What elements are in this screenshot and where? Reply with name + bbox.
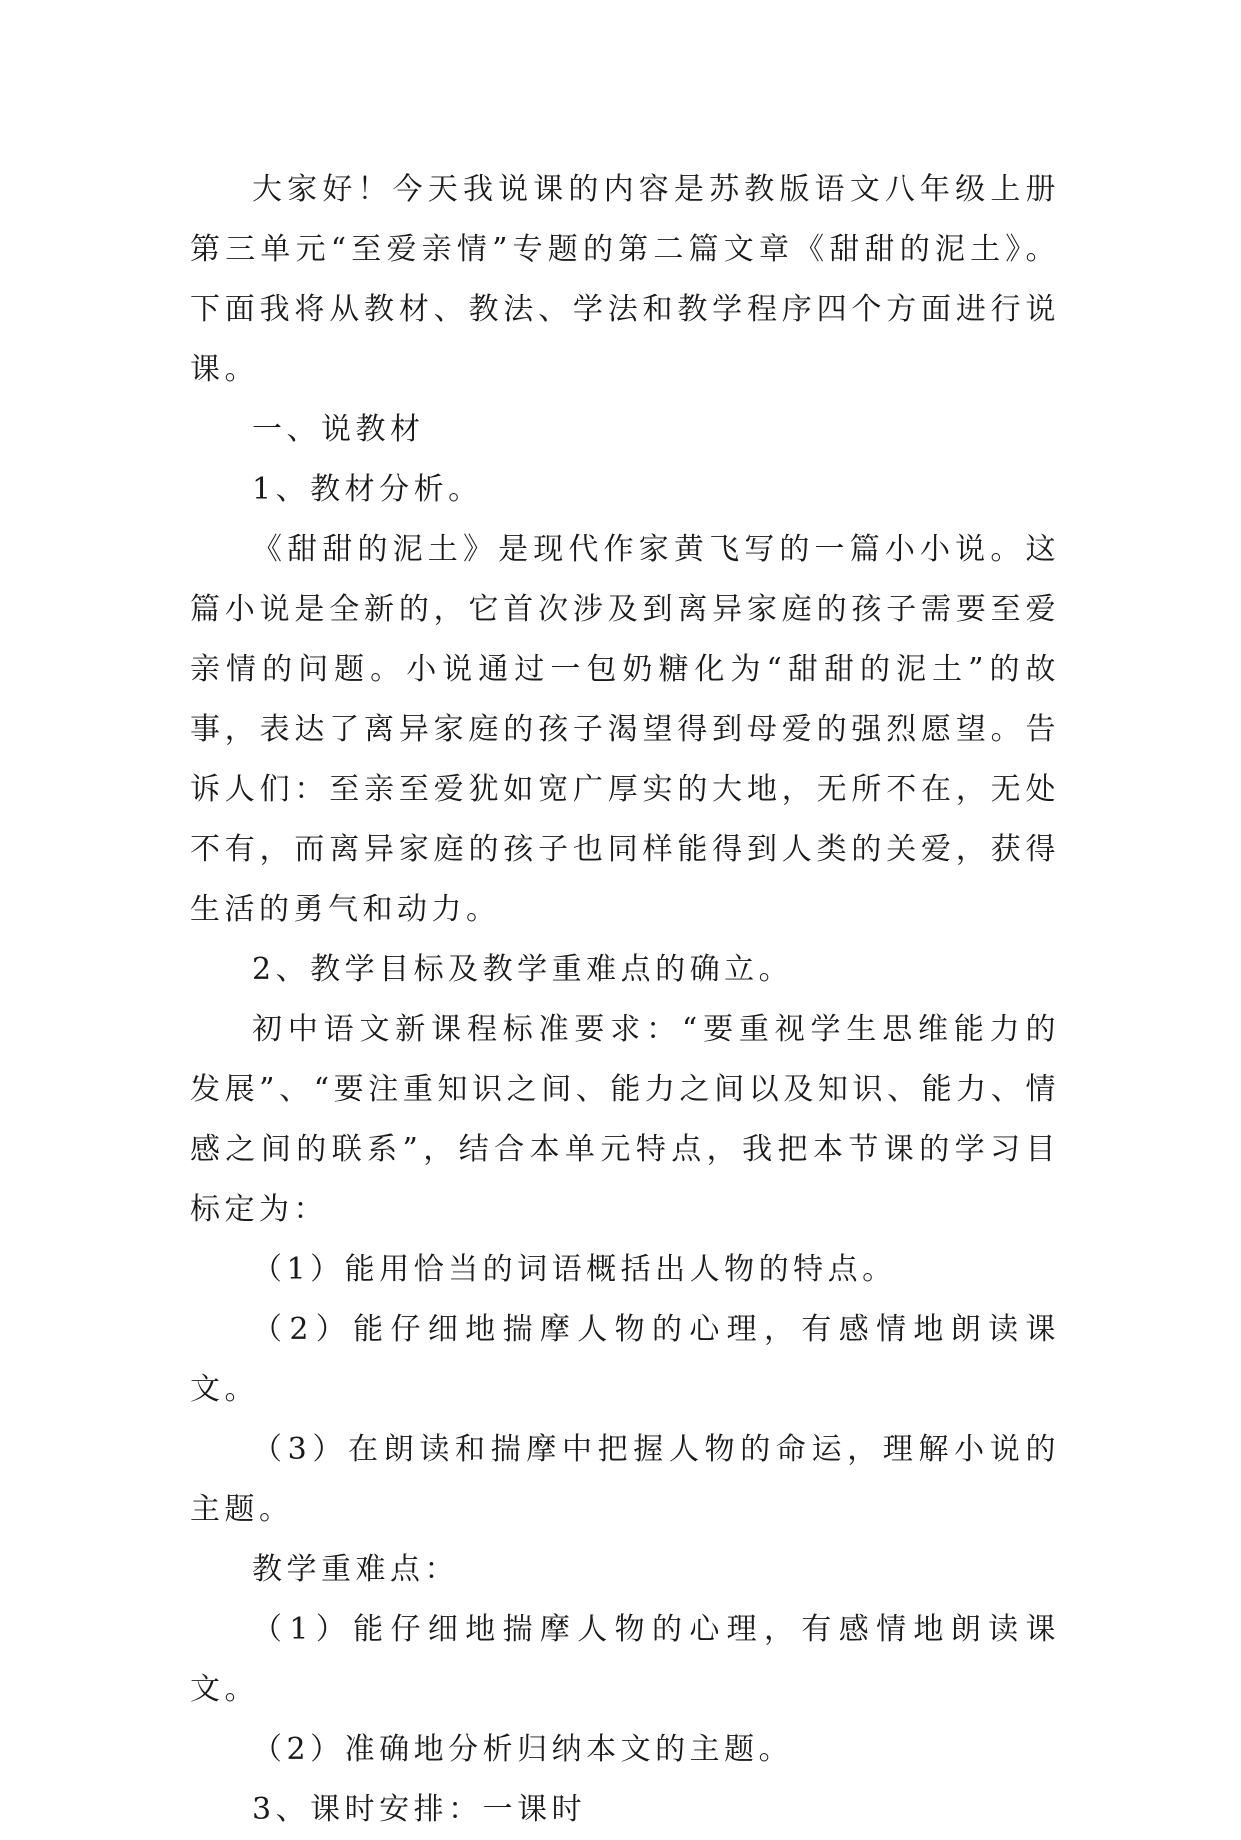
goal-item-1: （1）能用恰当的词语概括出人物的特点。 (252, 1252, 897, 1287)
difficulty-item-2: （2）准确地分析归纳本文的主题。 (252, 1732, 794, 1767)
paragraph-intro: 大家好！今天我说课的内容是苏教版语文八年级上册第三单元“至爱亲情”专题的第二篇文章《甜甜的泥土》。下面我将从教材、教法、学法和教学程序四个方面进行说课。 (190, 172, 1060, 387)
subheading-textbook-analysis: 1、教材分析。 (252, 472, 483, 507)
subheading-teaching-goals: 2、教学目标及教学重难点的确立。 (252, 952, 794, 987)
goal-item-3: （3）在朗读和揣摩中把握人物的命运，理解小说的主题。 (190, 1432, 1060, 1527)
subheading-key-difficulties: 教学重难点： (252, 1552, 459, 1587)
paragraph-curriculum-standard: 初中语文新课程标准要求：“要重视学生思维能力的发展”、“要注重知识之间、能力之间以及知识、能力、情感之间的联系”，结合本单元特点，我把本节课的学习目标定为： (190, 1012, 1060, 1227)
difficulty-item-1: （1）能仔细地揣摩人物的心理，有感情地朗读课文。 (190, 1612, 1060, 1707)
goal-item-2: （2）能仔细地揣摩人物的心理，有感情地朗读课文。 (190, 1312, 1060, 1407)
section-heading-textbook: 一、说教材 (252, 412, 425, 447)
subheading-class-schedule: 3、课时安排：一课时 (252, 1792, 587, 1827)
document-body (190, 160, 1060, 1840)
paragraph-textbook-analysis: 《甜甜的泥土》是现代作家黄飞写的一篇小小说。这篇小说是全新的，它首次涉及到离异家庭的孩子需要至爱亲情的问题。小说通过一包奶糖化为“甜甜的泥土”的故事，表达了离异家庭的孩子渴望得到母爱的强烈愿望。告诉人们：至亲至爱犹如宽广厚实的大地，无所不在，无处不有，而离异家庭的孩子也同样能得到人类的关爱，获得生活的勇气和动力。 (190, 532, 1060, 927)
